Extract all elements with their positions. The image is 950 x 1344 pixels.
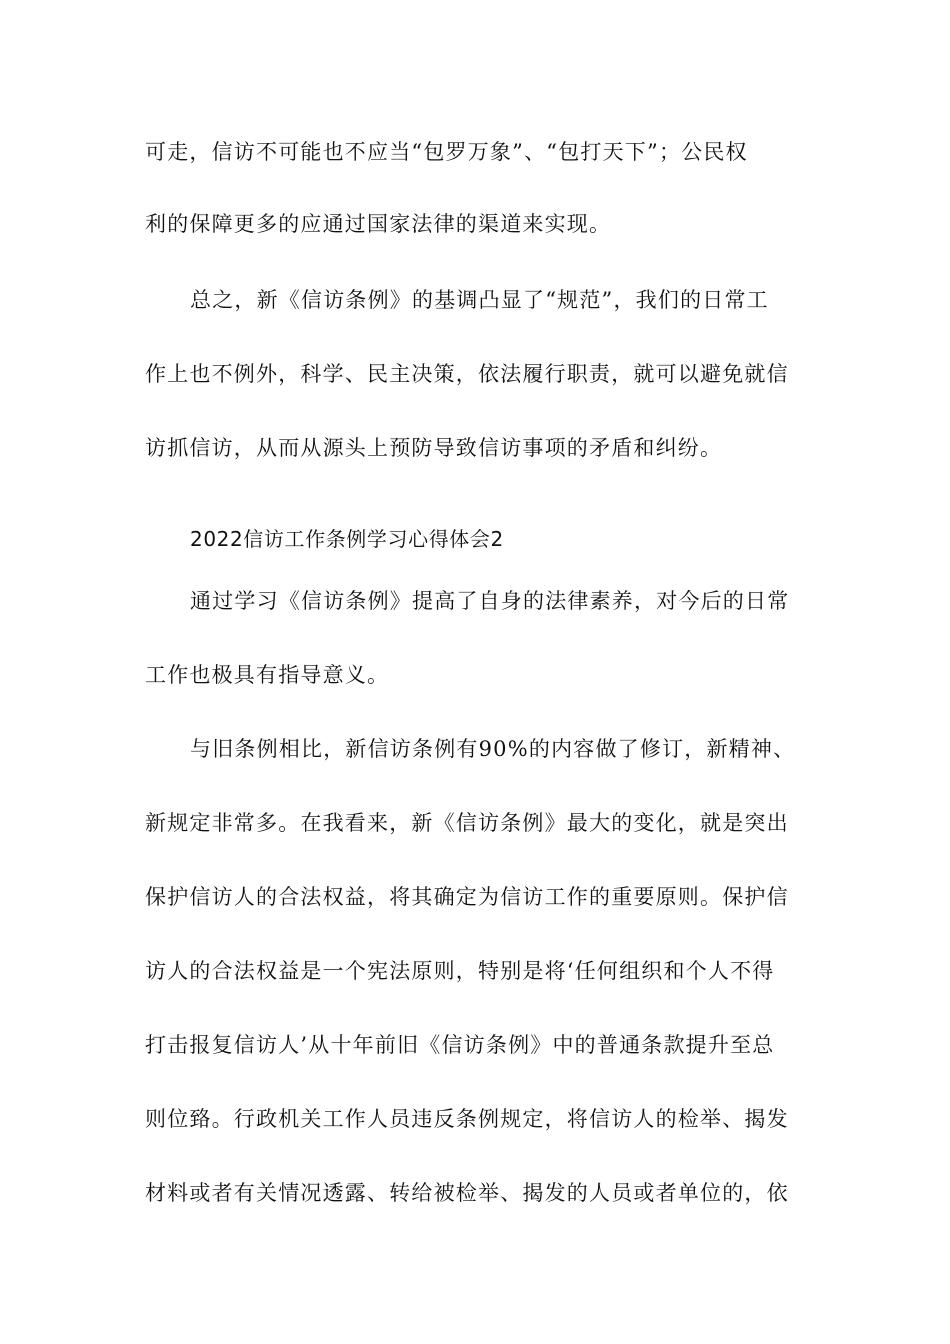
paragraph-4-line-2: 新规定非常多。在我看来，新《信访条例》最大的变化，就是突出 xyxy=(145,811,789,835)
paragraph-2-line-2: 作上也不例外，科学、民主决策，依法履行职责，就可以避免就信 xyxy=(145,362,789,386)
paragraph-1-line-1: 可走，信访不可能也不应当“包罗万象”、“包打天下”；公民权 xyxy=(145,140,748,164)
paragraph-2-line-3: 访抓信访，从而从源头上预防导致信访事项的矛盾和纠纷。 xyxy=(145,436,723,460)
paragraph-3-line-2: 工作也极具有指导意义。 xyxy=(145,663,390,687)
paragraph-1-line-2: 利的保障更多的应通过国家法律的渠道来实现。 xyxy=(145,212,612,236)
paragraph-3-line-1: 通过学习《信访条例》提高了自身的法律素养，对今后的日常 xyxy=(190,589,790,613)
paragraph-4-line-7: 材料或者有关情况透露、转给被检举、揭发的人员或者单位的，依 xyxy=(145,1181,789,1205)
paragraph-4-line-1: 与旧条例相比，新信访条例有90%的内容做了修订，新精神、 xyxy=(190,737,796,761)
paragraph-4-line-4: 访人的合法权益是一个宪法原则，特别是将‘任何组织和个人不得 xyxy=(145,959,775,983)
paragraph-4-line-6: 则位臵。行政机关工作人员违反条例规定，将信访人的检举、揭发 xyxy=(145,1107,789,1131)
paragraph-2-line-1: 总之，新《信访条例》的基调凸显了“规范”，我们的日常工 xyxy=(190,288,769,312)
section-heading: 2022信访工作条例学习心得体会2 xyxy=(190,527,504,551)
paragraph-4-line-5: 打击报复信访人’从十年前旧《信访条例》中的普通条款提升至总 xyxy=(145,1033,775,1057)
paragraph-4-line-3: 保护信访人的合法权益，将其确定为信访工作的重要原则。保护信 xyxy=(145,885,789,909)
